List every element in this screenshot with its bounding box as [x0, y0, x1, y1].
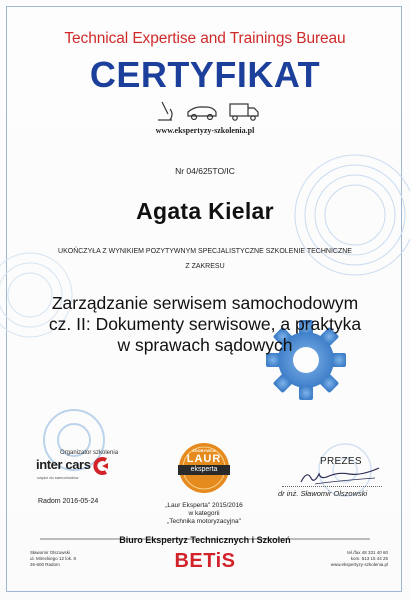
- seal-sub-text: eksperta: [190, 466, 218, 473]
- award-seal: [168, 440, 240, 496]
- signature-role: PREZES: [320, 456, 362, 467]
- statement-line-2: Z ZAKRESU: [185, 263, 225, 270]
- award-caption: [140, 502, 268, 526]
- footer-contact-line-2: kom. 513 15 44 25: [350, 556, 388, 561]
- footer-bureau-name: Biuro Ekspertyz Technicznych i Szkoleń: [119, 535, 291, 545]
- handwritten-signature: [295, 466, 385, 488]
- course-line-2: cz. II: Dokumenty serwisowe, a praktyka: [48, 314, 362, 334]
- footer-address-line-2: ul. Mireckiego 12 lok. 8: [30, 556, 77, 561]
- footer-address-line-1: Sławomir Olszowski: [30, 550, 71, 555]
- statement-line-1: UKOŃCZYŁA Z WYNIKIEM POZYTYWNYM SPECJALISTYCZNE SZKOLENIE TECHNICZNE: [58, 248, 352, 255]
- truck-icon: [230, 104, 258, 120]
- bureau-title: Technical Expertise and Trainings Bureau: [64, 30, 346, 47]
- footer-address-line-3: 26-600 Radom: [30, 562, 60, 567]
- footer-contact-line-3: www.ekspertyzy-szkolenia.pl: [330, 562, 388, 567]
- signature-line: [282, 486, 382, 487]
- course-title: [0, 293, 410, 356]
- course-line-3: w sprawach sądowych: [117, 335, 293, 355]
- award-caption-line-1: „Laur Eksperta" 2015/2016: [165, 502, 243, 509]
- organizer-tagline: części do samochodów: [37, 475, 79, 480]
- certificate-number: Nr 04/625TO/IC: [175, 166, 235, 176]
- header-icons: [152, 99, 262, 123]
- place-date: Radom 2016-05-24: [38, 498, 99, 505]
- award-caption-line-3: „Technika motoryzacyjna": [167, 518, 241, 525]
- seal-top-text: ZDOBYWCA: [192, 448, 216, 453]
- microscope-icon: [158, 102, 172, 120]
- course-line-1: Zarządzanie serwisem samochodowym: [51, 293, 359, 313]
- seal-main-text: LAUR: [186, 453, 222, 465]
- car-icon: [188, 107, 216, 120]
- footer-contact: [324, 550, 388, 568]
- footer-brand: BETiS: [174, 550, 236, 572]
- intercars-logo-icon: [92, 457, 110, 475]
- header-website: www.ekspertyzy-szkolenia.pl: [155, 126, 255, 135]
- organizer-name: inter cars: [36, 457, 91, 472]
- footer-address: [30, 550, 76, 568]
- completion-statement: [0, 244, 410, 274]
- certificate-title: CERTYFIKAT: [89, 54, 321, 95]
- organizer-label: Organizator szkolenia: [60, 450, 119, 456]
- signature-name: dr inż. Sławomir Olszowski: [278, 489, 368, 498]
- recipient-name: Agata Kielar: [136, 198, 274, 224]
- award-caption-line-2: w kategorii: [188, 510, 220, 517]
- footer-contact-line-1: tel./fax 48 331 40 60: [347, 550, 388, 555]
